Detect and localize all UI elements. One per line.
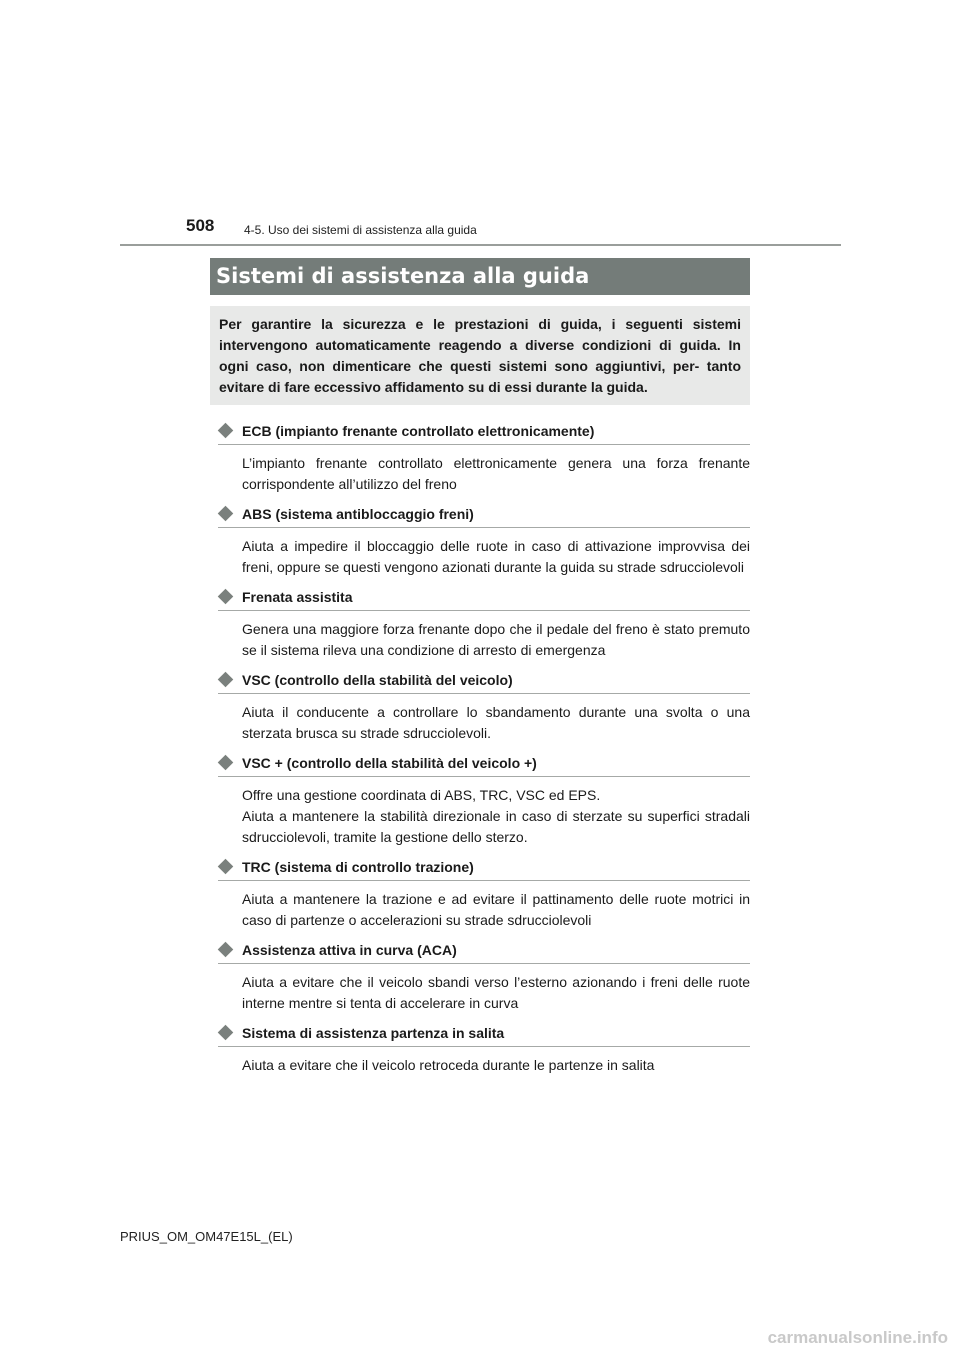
system-item-title: VSC + (controllo della stabilità del veicolo +): [242, 755, 537, 771]
diamond-bullet-icon: [218, 672, 234, 688]
system-item-heading: [218, 1024, 750, 1047]
system-item: [218, 858, 750, 931]
page-number: 508: [186, 216, 215, 235]
system-item-title: Sistema di assistenza partenza in salita: [242, 1025, 505, 1041]
system-item: [218, 588, 750, 661]
system-item: [218, 941, 750, 1014]
diamond-bullet-icon: [218, 589, 234, 605]
system-item-title: VSC (controllo della stabilità del veicolo): [242, 672, 513, 688]
system-item-paragraph: Aiuta a impedire il bloccaggio delle ruote in caso di attivazione improvvisa dei freni, oppure se questi vengono azionati durante la guida su strade sdrucciolevoli: [242, 538, 750, 575]
system-item: [218, 754, 750, 848]
system-item-description: [242, 702, 750, 744]
system-item-title: TRC (sistema di controllo trazione): [242, 859, 474, 875]
system-item-paragraph: Aiuta a evitare che il veicolo retroceda durante le partenze in salita: [242, 1057, 655, 1073]
system-item-heading: [218, 754, 750, 777]
diamond-bullet-icon: [218, 755, 234, 771]
system-item-heading: [218, 588, 750, 611]
system-item: [218, 505, 750, 578]
header-divider: [120, 244, 841, 246]
system-item-paragraph: Aiuta a evitare che il veicolo sbandi verso l’esterno azionando i freni delle ruote interne mentre si tenta di accelerare in curva: [242, 974, 750, 1011]
system-item-title: ECB (impianto frenante controllato elettronicamente): [242, 423, 595, 439]
system-item-title: Assistenza attiva in curva (ACA): [242, 942, 457, 958]
system-item-paragraph: Aiuta il conducente a controllare lo sbandamento durante una svolta o una sterzata brusca su strade sdrucciolevoli.: [242, 704, 750, 741]
system-item: [218, 1024, 750, 1076]
system-item-description: [242, 453, 750, 495]
diamond-bullet-icon: [218, 942, 234, 958]
intro-text: Per garantire la sicurezza e le prestazioni di guida, i seguenti sistemi intervengono automaticamente reagendo a diverse condizioni di guida. In ogni caso, non dimenticare che questi sistemi sono aggiuntivi, per- tanto evitare di fare eccessivo affidamento su di essi durante la guida.: [219, 316, 741, 395]
system-item-paragraph: Offre una gestione coordinata di ABS, TRC, VSC ed EPS.: [242, 787, 601, 803]
page-title-bar: [210, 258, 750, 295]
system-item-description: [242, 889, 750, 931]
diamond-bullet-icon: [218, 1025, 234, 1041]
system-item-heading: [218, 858, 750, 881]
system-item-description: [242, 1055, 750, 1076]
system-item-heading: [218, 671, 750, 694]
system-item-title: ABS (sistema antibloccaggio freni): [242, 506, 474, 522]
system-item-description: [242, 536, 750, 578]
diamond-bullet-icon: [218, 506, 234, 522]
system-item-paragraph: Aiuta a mantenere la stabilità direzionale in caso di sterzate su superfici stradali sdrucciolevoli, tramite la gestione dello sterzo.: [242, 808, 750, 845]
intro-box: [210, 306, 750, 405]
page-title: Sistemi di assistenza alla guida: [216, 264, 590, 288]
footer-document-code: PRIUS_OM_OM47E15L_(EL): [120, 1229, 293, 1244]
system-item-description: [242, 972, 750, 1014]
system-item-title: Frenata assistita: [242, 589, 353, 605]
system-item-paragraph: L’impianto frenante controllato elettronicamente genera una forza frenante corrispondente all’utilizzo del freno: [242, 455, 750, 492]
system-item: [218, 422, 750, 495]
system-item-heading: [218, 941, 750, 964]
system-item-paragraph: Aiuta a mantenere la trazione e ad evitare il pattinamento delle ruote motrici in caso di partenze o accelerazioni su strade sdrucciolevoli: [242, 891, 750, 928]
system-item: [218, 671, 750, 744]
system-item-description: [242, 619, 750, 661]
system-item-heading: [218, 505, 750, 528]
system-item-paragraph: Genera una maggiore forza frenante dopo che il pedale del freno è stato premuto se il sistema rileva una condizione di arresto di emergenza: [242, 621, 750, 658]
system-item-description: [242, 785, 750, 848]
diamond-bullet-icon: [218, 423, 234, 439]
system-item-heading: [218, 422, 750, 445]
system-list: [218, 422, 750, 1086]
watermark: carmanualsonline.info: [767, 1328, 948, 1347]
section-header: 4-5. Uso dei sistemi di assistenza alla guida: [244, 223, 477, 237]
diamond-bullet-icon: [218, 859, 234, 875]
